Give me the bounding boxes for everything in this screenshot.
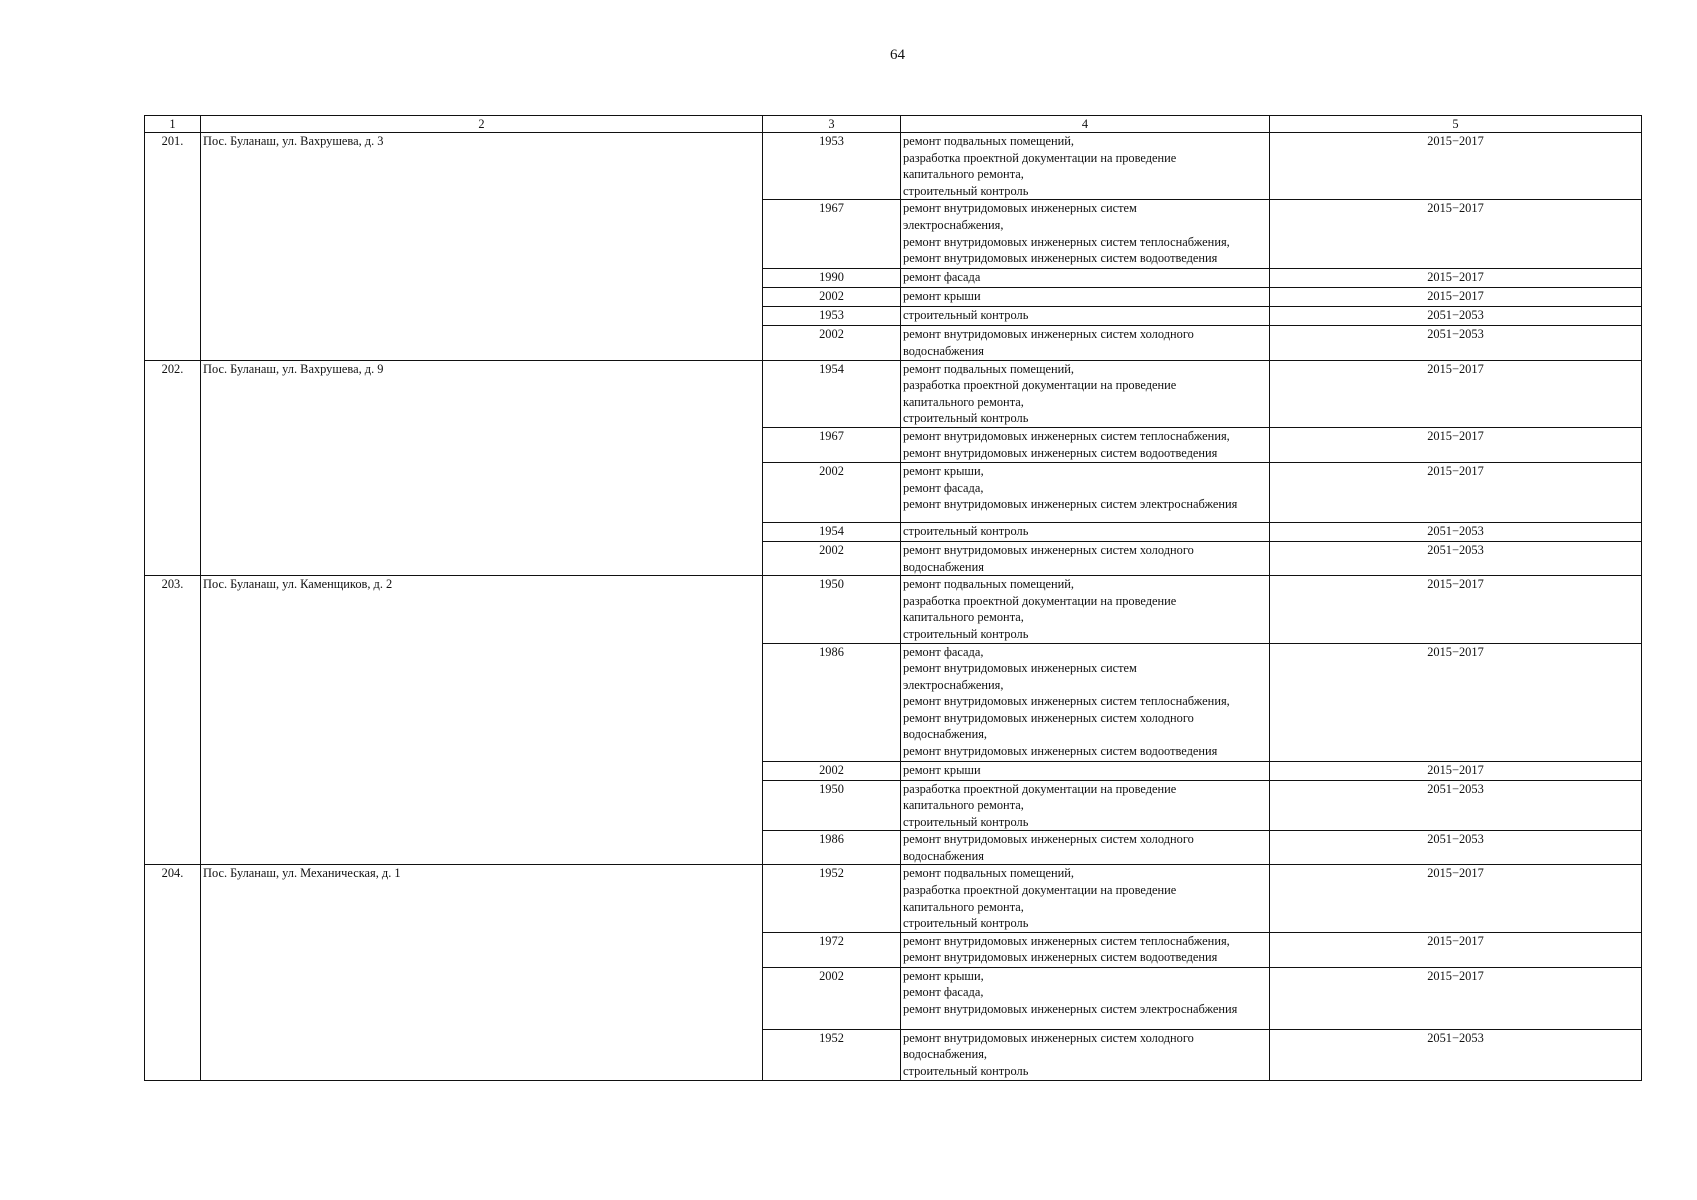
repair-works: ремонт внутридомовых инженерных систем холодного водоснабжения — [901, 541, 1270, 575]
repair-works: ремонт внутридомовых инженерных систем теплоснабжения, ремонт внутридомовых инженерных систем водоотведения — [901, 427, 1270, 462]
build-year: 2002 — [763, 761, 901, 780]
build-year: 1950 — [763, 576, 901, 643]
build-year: 1954 — [763, 360, 901, 427]
building-number: 201. — [145, 133, 201, 361]
build-year: 1952 — [763, 1029, 901, 1080]
repair-works: ремонт фасада, ремонт внутридомовых инженерных систем электроснабжения, ремонт внутридомовых инженерных систем теплоснабжения, ремонт внутридомовых инженерных систем холодного водоснабжения, ремонт внутридомовых инженерных систем водоотведения — [901, 643, 1270, 761]
repair-period: 2051−2053 — [1270, 326, 1642, 360]
repair-period: 2015−2017 — [1270, 932, 1642, 967]
header-col-5: 5 — [1270, 116, 1642, 133]
table-row — [145, 133, 1642, 200]
repair-works: ремонт внутридомовых инженерных систем электроснабжения, ремонт внутридомовых инженерных систем теплоснабжения, ремонт внутридомовых инженерных систем водоотведения — [901, 200, 1270, 269]
repair-works: ремонт внутридомовых инженерных систем холодного водоснабжения — [901, 831, 1270, 865]
build-year: 1953 — [763, 307, 901, 326]
building-address: Пос. Буланаш, ул. Вахрушева, д. 3 — [201, 133, 763, 361]
repair-works: ремонт крыши, ремонт фасада, ремонт внутридомовых инженерных систем электроснабжения — [901, 967, 1270, 1029]
header-col-4: 4 — [901, 116, 1270, 133]
header-row — [145, 116, 1642, 133]
build-year: 1950 — [763, 780, 901, 831]
repair-period: 2051−2053 — [1270, 780, 1642, 831]
build-year: 1952 — [763, 865, 901, 932]
repair-period: 2051−2053 — [1270, 541, 1642, 575]
repair-works: разработка проектной документации на проведение капитального ремонта, строительный контроль — [901, 780, 1270, 831]
repair-period: 2015−2017 — [1270, 643, 1642, 761]
building-address: Пос. Буланаш, ул. Каменщиков, д. 2 — [201, 576, 763, 865]
building-number: 202. — [145, 360, 201, 576]
build-year: 2002 — [763, 541, 901, 575]
repair-period: 2051−2053 — [1270, 1029, 1642, 1080]
repair-works: ремонт внутридомовых инженерных систем холодного водоснабжения — [901, 326, 1270, 360]
repair-works: ремонт подвальных помещений, разработка проектной документации на проведение капитального ремонта, строительный контроль — [901, 360, 1270, 427]
building-number: 204. — [145, 865, 201, 1080]
repair-period: 2015−2017 — [1270, 967, 1642, 1029]
repair-works: строительный контроль — [901, 307, 1270, 326]
repair-period: 2015−2017 — [1270, 200, 1642, 269]
repair-works: ремонт крыши, ремонт фасада, ремонт внутридомовых инженерных систем электроснабжения — [901, 462, 1270, 522]
build-year: 1986 — [763, 831, 901, 865]
repair-period: 2015−2017 — [1270, 360, 1642, 427]
build-year: 1967 — [763, 427, 901, 462]
repair-works: ремонт фасада — [901, 269, 1270, 288]
repair-period: 2051−2053 — [1270, 307, 1642, 326]
header-col-3: 3 — [763, 116, 901, 133]
building-address: Пос. Буланаш, ул. Механическая, д. 1 — [201, 865, 763, 1080]
repair-period: 2015−2017 — [1270, 427, 1642, 462]
repair-period: 2015−2017 — [1270, 576, 1642, 643]
repair-period: 2015−2017 — [1270, 761, 1642, 780]
repair-period: 2015−2017 — [1270, 288, 1642, 307]
build-year: 2002 — [763, 326, 901, 360]
table-row — [145, 360, 1642, 427]
repair-works: строительный контроль — [901, 522, 1270, 541]
build-year: 1990 — [763, 269, 901, 288]
capital-repair-table — [144, 115, 1642, 1081]
repair-works: ремонт крыши — [901, 288, 1270, 307]
repair-period: 2051−2053 — [1270, 831, 1642, 865]
build-year: 1954 — [763, 522, 901, 541]
build-year: 1986 — [763, 643, 901, 761]
table-row — [145, 865, 1642, 932]
repair-works: ремонт подвальных помещений, разработка проектной документации на проведение капитального ремонта, строительный контроль — [901, 865, 1270, 932]
repair-works: ремонт подвальных помещений, разработка проектной документации на проведение капитального ремонта, строительный контроль — [901, 576, 1270, 643]
repair-works: ремонт внутридомовых инженерных систем теплоснабжения, ремонт внутридомовых инженерных систем водоотведения — [901, 932, 1270, 967]
repair-period: 2015−2017 — [1270, 865, 1642, 932]
build-year: 2002 — [763, 967, 901, 1029]
repair-period: 2015−2017 — [1270, 462, 1642, 522]
header-col-1: 1 — [145, 116, 201, 133]
build-year: 1967 — [763, 200, 901, 269]
build-year: 1953 — [763, 133, 901, 200]
repair-works: ремонт внутридомовых инженерных систем холодного водоснабжения, строительный контроль — [901, 1029, 1270, 1080]
repair-period: 2051−2053 — [1270, 522, 1642, 541]
repair-period: 2015−2017 — [1270, 133, 1642, 200]
repair-works: ремонт крыши — [901, 761, 1270, 780]
build-year: 1972 — [763, 932, 901, 967]
repair-works: ремонт подвальных помещений, разработка проектной документации на проведение капитального ремонта, строительный контроль — [901, 133, 1270, 200]
table-row — [145, 576, 1642, 643]
building-address: Пос. Буланаш, ул. Вахрушева, д. 9 — [201, 360, 763, 576]
header-col-2: 2 — [201, 116, 763, 133]
build-year: 2002 — [763, 288, 901, 307]
build-year: 2002 — [763, 462, 901, 522]
page-number: 64 — [890, 47, 905, 63]
repair-period: 2015−2017 — [1270, 269, 1642, 288]
building-number: 203. — [145, 576, 201, 865]
